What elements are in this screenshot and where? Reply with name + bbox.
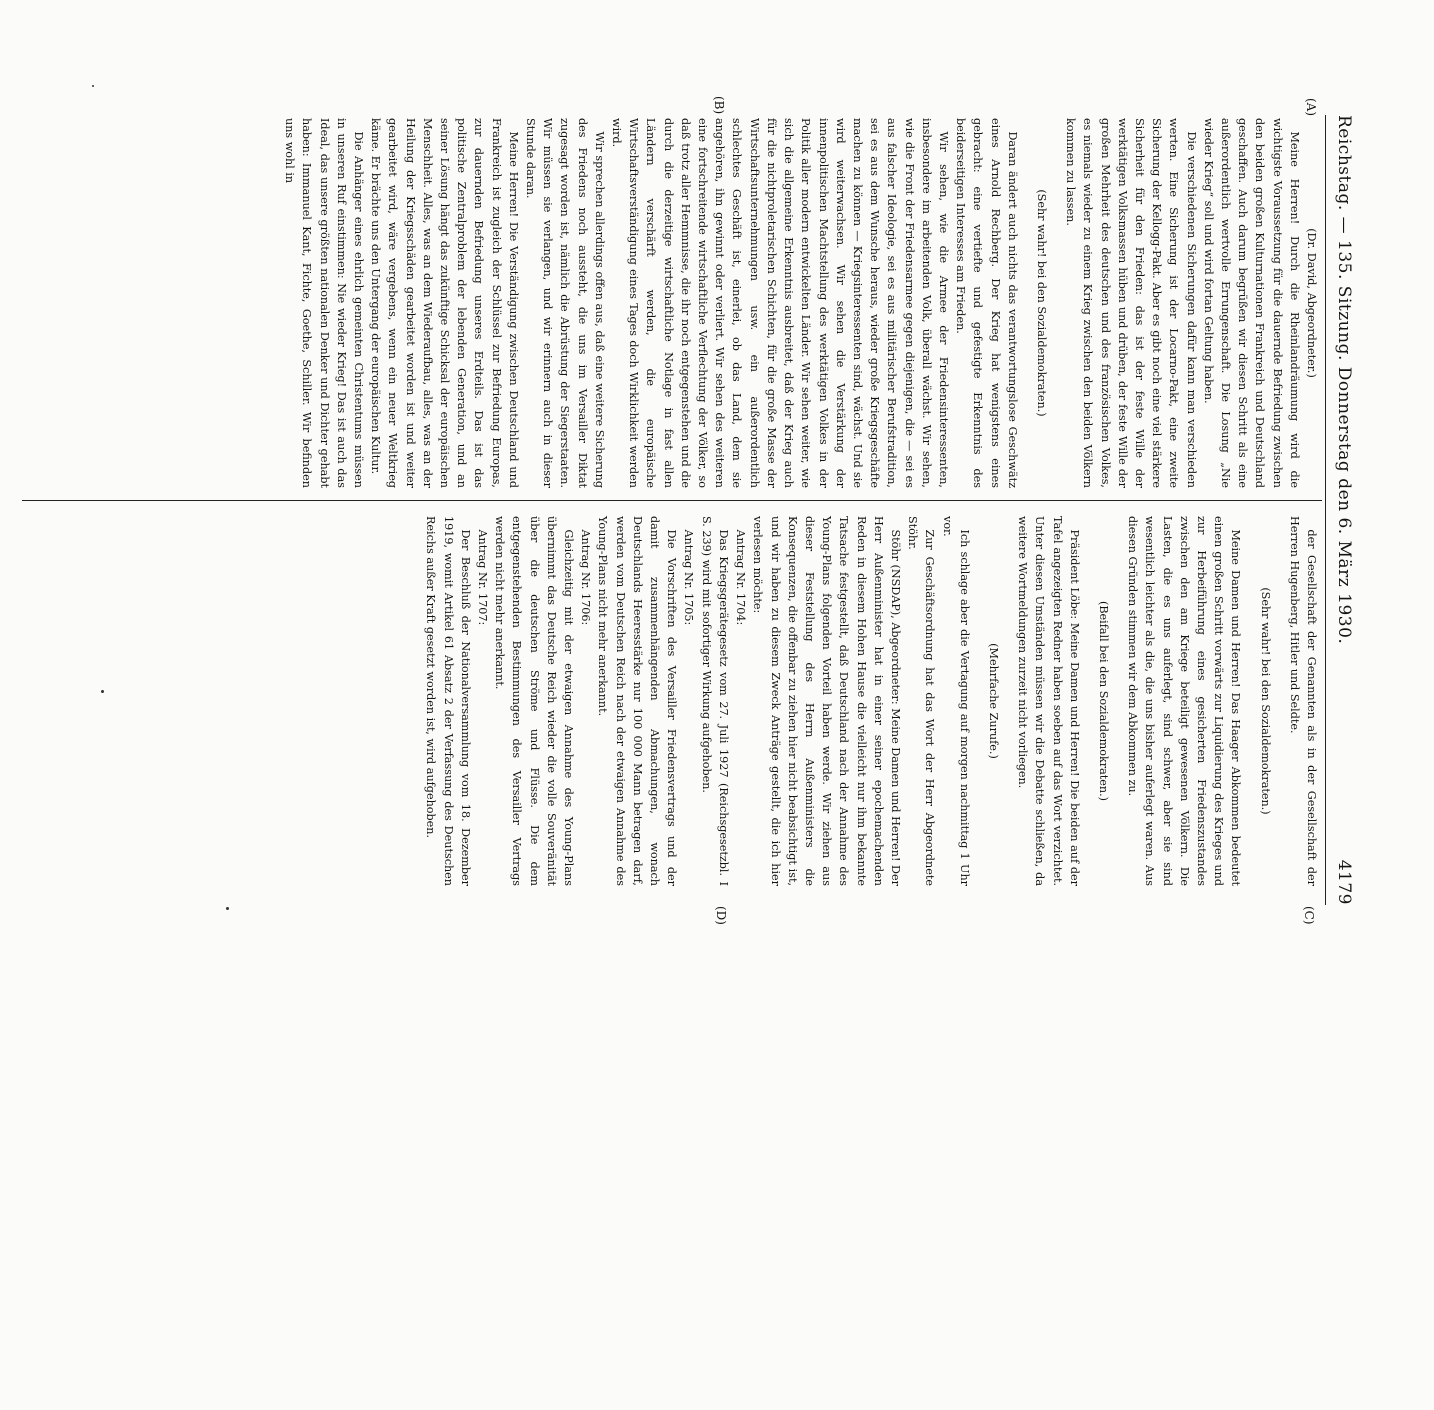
- paragraph: Der Beschluß der Nationalversammlung vom 18. Dezember 1919, womit Artikel 61 Absatz 2 der Verfassung des Deutschen Reichs außer Kraft gesetzt worden ist, wird aufgehoben.: [424, 516, 472, 886]
- paragraph: Die verschiedenen Sicherungen dafür kann man verschieden werten. Eine Sicherung ist der Locarno-Pakt, eine zweite Sicherung der Kellogg-Pakt. Aber es gibt noch eine viel stärkere Sicherheit für den Frieden: das ist der feste Wille der werktätigen Volksmassen hüben und drüben, der feste Wille der großen Mehrheit des deutschen und des französischen Volkes, es niemals wieder zu einem Krieg zwischen den beiden Völkern kommen zu lassen.: [1064, 118, 1198, 488]
- interjection: (Sehr wahr! bei den Sozialdemokraten.): [1258, 587, 1272, 815]
- spacer: [1050, 118, 1062, 488]
- header-rule: [1325, 115, 1326, 905]
- interjection: (Sehr wahr! bei den Sozialdemokraten.): [1034, 189, 1048, 417]
- interjection: (Mehrfache Zurufe.): [986, 643, 1000, 759]
- right-column: [422, 516, 1320, 886]
- paragraph: Ich schlage aber die Vertagung auf morgen nachmittag 1 Uhr vor.: [940, 516, 971, 886]
- paragraph: Wir sehen, wie die Armee der Friedensinteressenten, insbesondere im arbeitenden Volk, überall wächst. Wir sehen, wie die Front der Friedensarmee gegen diejenigen, die — sei es aus falscher Ideologie, sei es aus militärischer Berufstradition, sei es aus dem Wunsche heraus, wieder große Kriegsgeschäfte machen zu können — Kriegsinteressenten sind, wächst. Und sie wird weiterwachsen. Wir sehen die Verstärkung der innenpolitischen Machtstellung des werktätigen Volkes in der Politik aller modern entwickelten Länder. Wir sehen weiter, wie sich die allgemeine Erkenntnis ausbreitet, daß der Krieg auch für die nichtproletarischen Schichten, für die große Masse der Wirtschaftsunternehmungen usw. ein außerordentlich schlechtes Geschäft ist, einerlei, ob das Land, dem sie angehören, ihn gewinnt oder verliert. Wir sehen des weiteren eine fortschreitende wirtschaftliche Verflechtung der Völker, so daß trotz aller Hemmnisse, die ihr noch entgegenstehen und die durch die derzeitige wirtschaftliche Notlage in fast allen Ländern verschärft werden, die europäische Wirtschaftsverständigung eines Tages doch Wirklichkeit werden wird.: [610, 118, 950, 488]
- spacer: [1244, 516, 1256, 886]
- paragraph: Meine Herren! Durch die Rheinlandräumung wird die wichtigste Voraussetzung für die dauernde Befriedung zwischen den beiden großen Kulturnationen Frankreich und Deutschland geschaffen. Auch darum begrüßen wir diesen Schritt als eine außerordentlich wertvolle Errungenschaft. Die Losung „Nie wieder Krieg“ soll und wird fortan Geltung haben.: [1201, 118, 1301, 488]
- margin-mark-a: (A): [1304, 98, 1318, 117]
- interjection: (Beifall bei den Sozialdemokraten.): [1096, 600, 1110, 802]
- page-number: 4179: [1334, 859, 1354, 905]
- margin-mark-d: (D): [714, 906, 728, 925]
- spacer: [1083, 516, 1095, 886]
- margin-mark-b: (B): [712, 96, 726, 115]
- spacer: [973, 516, 985, 886]
- running-head: Reichstag. — 135. Sitzung. Donnerstag den 6. März 1930.: [1334, 115, 1354, 645]
- ink-speck: [92, 85, 94, 87]
- margin-mark-c: (C): [1302, 906, 1316, 925]
- paragraph: Antrag Nr. 1705:: [682, 529, 696, 626]
- speaker-line: (Dr. David, Abgeordneter.): [1305, 228, 1318, 378]
- paragraph: Das Kriegsgerätegesetz vom 27. Juli 1927 (Reichsgesetzbl. I S. 239) wird mit sofortiger Wirkung aufgehoben.: [699, 516, 730, 886]
- paragraph: Meine Damen und Herren! Das Haager Abkommen bedeutet einen großen Schritt vorwärts zur Liquidierung des Krieges und zur Herbeiführung eines gesicherten Friedenszustandes zwischen den am Kriege beteiligt gewesenen Völkern. Die Lasten, die es uns auferlegt, sind schwer, aber sie sind wesentlich leichter als die, die uns bisher auferlegt waren. Aus diesen Gründen stimmen wir dem Abkommen zu.: [1126, 516, 1243, 886]
- spacer: [1274, 516, 1286, 886]
- paragraph: Gleichzeitig mit der etwaigen Annahme des Young-Plans übernimmt das Deutsche Reich wieder die volle Souveränität über die deutschen Ströme und Flüsse. Die dem entgegenstehenden Bestimmungen des Versailler Vertrags werden nicht mehr anerkannt.: [493, 516, 576, 886]
- column-separator: [22, 500, 1322, 501]
- paragraph: Die Vorschriften des Versailler Friedensvertrags und der damit zusammenhängenden Abmachungen, wonach Deutschlands Heeresstärke nur 100 000 Mann betragen darf, werden vom Deutschen Reich nach der etwaigen Annahme des Young-Plans nicht mehr anerkannt.: [596, 516, 679, 886]
- spacer: [1112, 516, 1124, 886]
- paragraph: Antrag Nr. 1706:: [579, 529, 593, 626]
- paragraph: Wir sprechen allerdings offen aus, daß eine weitere Sicherung des Friedens noch aussteht, die uns im Versailler Diktat zugesagt worden ist, nämlich die Abrüstung der Siegerstaaten. Wir müssen sie verlangen, und wir erinnern auch in dieser Stunde daran.: [524, 118, 606, 488]
- paragraph: Stöhr (NSDAP), Abgeordneter: Meine Damen und Herren! Der Herr Außenminister hat in einer seiner epochemachenden Reden in diesem Hohen Hause die vielleicht nur ihm bekannte Tatsache festgestellt, daß Deutschland nach der Annahme des Young-Plans folgenden Vorteil haben werde. Wir ziehen aus dieser Feststellung des Herrn Außenministers die Konsequenzen, die offenbar zu ziehen hier nicht beabsichtigt ist, und wir haben zu diesem Zweck Anträge gestellt, die ich hier verlesen möchte:: [751, 516, 902, 886]
- paragraph: Antrag Nr. 1707:: [476, 529, 490, 626]
- paragraph: Antrag Nr. 1704:: [734, 529, 748, 626]
- spacer: [1002, 516, 1014, 886]
- paragraph: Präsident Löbe: Meine Damen und Herren! Die beiden auf der Tafel angezeigten Redner haben soeben auf das Wort verzichtet. Unter diesen Umständen müssen wir die Debatte schließen, da weitere Wortmeldungen zurzeit nicht vorliegen.: [1016, 516, 1081, 886]
- page-header: [1326, 115, 1360, 905]
- paragraph: Die Anhänger eines ehrlich gemeinten Christentums müssen in unseren Ruf einstimmen: Nie wieder Krieg! Das ist auch das Ideal, das unsere größten nationalen Denker und Dichter gehabt haben: Immanuel Kant, Fichte, Goethe, Schiller. Wir befinden uns wohl in: [283, 118, 366, 488]
- paragraph: Zur Geschäftsordnung hat das Wort der Herr Abgeordnete Stöhr.: [906, 516, 937, 886]
- paragraph: Meine Herren! Die Verständigung zwischen Deutschland und Frankreich ist zugleich der Schlüssel zur Befriedung Europas, zur dauernden Befriedung unseres Erdteils. Das ist das politische Zentralproblem der lebenden Generation, und an seiner Lösung hängt das zukünftige Schicksal der europäischen Menschheit. Alles, was an dem Wiederaufbau, alles, was an der Heilung der Kriegsschäden gearbeitet worden ist und weiter gearbeitet wird, wäre vergebens, wenn ein neuer Weltkrieg käme. Er brächte uns den Untergang der europäischen Kultur.: [369, 118, 520, 488]
- ink-speck: [101, 690, 104, 693]
- left-column: [281, 118, 1320, 488]
- paragraph: Daran ändert auch nichts das verantwortungslose Geschwätz eines Arnold Rechberg. Der Krieg hat wenigstens eines gebracht: eine vertiefte und gefestigte Erkenntnis des beiderseitigen Interesses am Frieden.: [954, 118, 1019, 488]
- paragraph: der Gesellschaft der Genannten als in der Gesellschaft der Herren Hugenberg, Hitler und Seldte.: [1287, 516, 1318, 886]
- spacer: [1021, 118, 1033, 488]
- ink-speck: [226, 907, 229, 910]
